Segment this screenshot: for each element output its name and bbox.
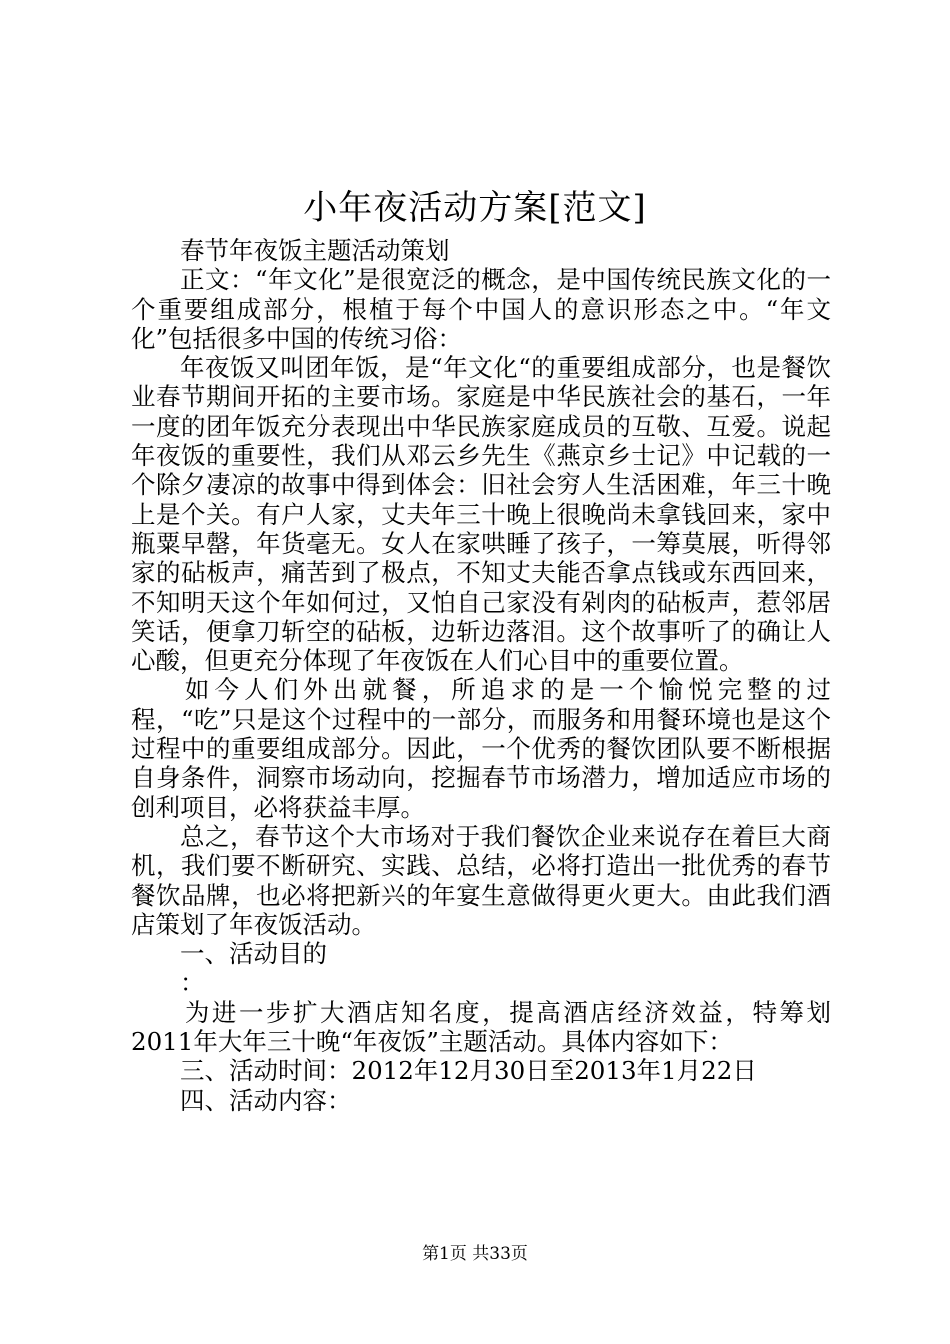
paragraph-colon: ： [180, 968, 205, 998]
paragraph-summary: 总之，春节这个大市场对于我们餐饮企业来说存在着巨大商机，我们要不断研究、实践、总结，必将打造出一批优秀的春节餐饮品牌，也必将把新兴的年宴生意做得更火更大。由此我们酒店策划了年夜饭活动。 [131, 821, 831, 939]
paragraph-intro: 正文：“年文化”是很宽泛的概念，是中国传统民族文化的一个重要组成部分，根植于每个中国人的意识形态之中。“年文化”包括很多中国的传统习俗： [131, 265, 831, 353]
heading-activity-content: 四、活动内容： [180, 1085, 352, 1115]
paragraph-subtitle: 春节年夜饭主题活动策划 [180, 236, 450, 265]
document-body [131, 236, 831, 1115]
page-footer: 第1页 共33页 [422, 1244, 528, 1264]
heading-activity-purpose: 一、活动目的 [180, 939, 327, 969]
document-title: 小年夜活动方案[范文] [303, 188, 647, 228]
paragraph-nianyefan: 年夜饭又叫团年饭，是“年文化“的重要组成部分，也是餐饮业春节期间开拓的主要市场。家庭是中华民族社会的基石，一年一度的团年饭充分表现出中华民族家庭成员的互敬、互爱。说起年夜饭的重要性，我们从邓云乡先生《燕京乡士记》中记载的一个除夕凄凉的故事中得到体会：旧社会穷人生活困难，年三十晚上是个关。有户人家，丈夫年三十晚上很晚尚未拿钱回来，家中瓶粟早罄，年货毫无。女人在家哄睡了孩子，一筹莫展，听得邻家的砧板声，痛苦到了极点，不知丈夫能否拿点钱或东西回来，不知明天这个年如何过，又怕自己家没有剁肉的砧板声，惹邻居笑话，便拿刀斩空的砧板，边斩边落泪。这个故事听了的确让人心酸，但更充分体现了年夜饭在人们心目中的重要位置。 [131, 353, 831, 676]
paragraph-dining-out: 如今人们外出就餐，所追求的是一个愉悦完整的过程，“吃”只是这个过程中的一部分，而服务和用餐环境也是这个过程中的重要组成部分。因此，一个优秀的餐饮团队要不断根据自身条件，洞察市场动向，挖掘春节市场潜力，增加适应市场的创利项目，必将获益丰厚。 [131, 675, 831, 822]
heading-activity-time: 三、活动时间：2012年12月30日至2013年1月22日 [180, 1056, 757, 1086]
paragraph-purpose-detail: 为进一步扩大酒店知名度，提高酒店经济效益，特筹划2011年大年三十晚“年夜饭”主题活动。具体内容如下： [131, 997, 831, 1057]
